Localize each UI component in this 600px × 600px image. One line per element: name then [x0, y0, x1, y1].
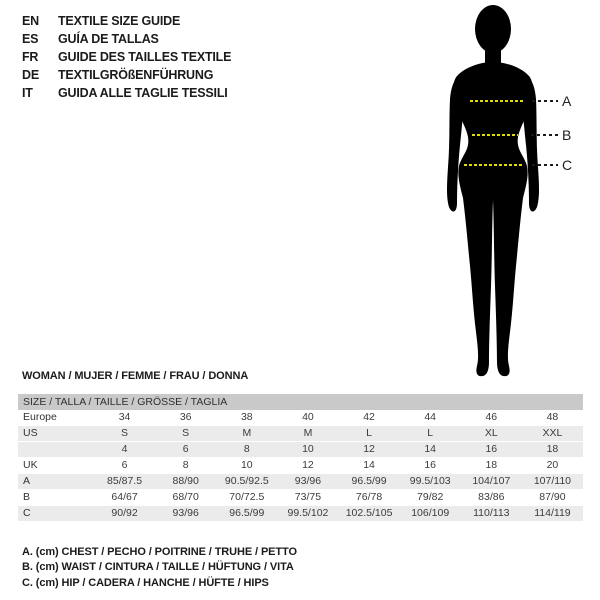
table-cell: 104/107 — [472, 475, 511, 487]
table-cell: 87/90 — [539, 491, 566, 503]
table-cell: 88/90 — [172, 475, 199, 487]
language-code: DE — [22, 68, 39, 82]
table-row — [18, 410, 583, 426]
language-label: GUIDA ALLE TAGLIE TESSILI — [58, 86, 228, 100]
table-cell: 90/92 — [111, 507, 138, 519]
table-cell: 107/110 — [533, 475, 572, 487]
chest-leader-dash — [532, 100, 558, 102]
table-cell: 64/67 — [111, 491, 138, 503]
language-code: FR — [22, 50, 39, 64]
table-cell: 93/96 — [172, 507, 199, 519]
table-cell: 14 — [363, 459, 375, 471]
legend-line-chest: A. (cm) CHEST / PECHO / POITRINE / TRUHE / PETTO — [22, 546, 297, 558]
table-cell: S — [121, 427, 129, 439]
table-row — [18, 442, 583, 458]
table-cell: S — [182, 427, 190, 439]
table-cell: 38 — [240, 411, 253, 423]
woman-silhouette-image — [423, 2, 563, 378]
waist-measure-dash — [472, 134, 518, 136]
table-cell: 96.5/99 — [351, 475, 387, 487]
table-cell: 48 — [546, 411, 559, 423]
table-cell: 8 — [243, 443, 250, 455]
table-cell: 79/82 — [417, 491, 444, 503]
table-row — [18, 474, 583, 490]
language-code: IT — [22, 86, 33, 100]
table-cell: 14 — [424, 443, 437, 455]
table-cell: 85/87.5 — [107, 475, 143, 487]
language-code: EN — [22, 14, 39, 28]
table-cell: 34 — [118, 411, 131, 423]
language-label: GUIDE DES TAILLES TEXTILE — [58, 50, 232, 64]
table-row — [18, 506, 583, 522]
table-cell: 76/78 — [355, 491, 383, 503]
language-label: GUÍA DE TALLAS — [58, 32, 159, 46]
table-row-label: B — [23, 491, 31, 503]
table-cell: 10 — [240, 459, 253, 471]
table-cell: 10 — [302, 443, 314, 455]
table-row — [18, 458, 583, 474]
marker-label-c: C — [562, 157, 573, 173]
table-cell: 90.5/92.5 — [224, 475, 269, 487]
size-table-header: SIZE / TALLA / TAILLE / GRÖSSE / TAGLIA — [18, 394, 583, 410]
table-cell: 42 — [363, 411, 375, 423]
table-row-label: A — [23, 475, 31, 487]
table-cell: 40 — [302, 411, 314, 423]
table-cell: 20 — [546, 459, 559, 471]
table-cell: M — [303, 427, 313, 439]
table-cell: 8 — [182, 459, 189, 471]
section-title: WOMAN / MUJER / FEMME / FRAU / DONNA — [22, 370, 249, 382]
marker-label-b: B — [562, 127, 572, 143]
legend-line-hip: C. (cm) HIP / CADERA / HANCHE / HÜFTE / HIPS — [22, 576, 269, 589]
language-label: TEXTILGRÖßENFÜHRUNG — [58, 68, 214, 82]
table-row-label: Europe — [23, 411, 57, 423]
table-cell: 96.5/99 — [229, 507, 265, 519]
waist-leader-dash — [531, 134, 558, 136]
table-cell: 4 — [121, 443, 128, 455]
table-cell: XXL — [542, 427, 563, 439]
table-row-label: US — [23, 427, 38, 439]
table-cell: 18 — [485, 459, 498, 471]
table-cell: 114/119 — [534, 507, 571, 519]
size-table — [18, 394, 583, 522]
table-cell: 6 — [121, 459, 128, 471]
language-code: ES — [22, 32, 39, 46]
hip-leader-dash — [532, 164, 558, 166]
table-cell: 36 — [179, 411, 192, 423]
table-cell: L — [366, 427, 372, 439]
table-cell: 46 — [485, 411, 498, 423]
table-row — [18, 490, 583, 506]
table-cell: 93/96 — [294, 475, 322, 487]
table-cell: 6 — [182, 443, 189, 455]
table-row — [18, 426, 583, 442]
table-cell: 83/86 — [478, 491, 505, 503]
chest-measure-dash — [470, 100, 523, 102]
size-table-body — [18, 410, 583, 522]
table-cell: 18 — [546, 443, 559, 455]
table-cell: 99.5/103 — [409, 475, 451, 487]
table-cell: 110/113 — [473, 507, 510, 519]
table-row-label: UK — [23, 459, 38, 471]
table-cell: 16 — [485, 443, 498, 455]
table-cell: 102.5/105 — [345, 507, 393, 519]
silhouette-torso-legs — [453, 62, 532, 376]
table-cell: 68/70 — [172, 491, 199, 503]
measurement-legend — [22, 545, 297, 591]
table-row-label: C — [23, 507, 31, 519]
table-cell: 99.5/102 — [287, 507, 329, 519]
table-cell: L — [427, 427, 434, 439]
hip-measure-dash — [464, 164, 524, 166]
table-cell: M — [242, 427, 252, 439]
table-cell: 44 — [424, 411, 437, 423]
table-cell: XL — [484, 427, 498, 439]
legend-line-waist: B. (cm) WAIST / CINTURA / TAILLE / HÜFTUNG / VITA — [22, 561, 294, 574]
table-cell: 12 — [302, 459, 314, 471]
table-cell: 73/75 — [294, 491, 322, 503]
table-cell: 12 — [363, 443, 375, 455]
table-cell: 70/72.5 — [229, 491, 265, 503]
table-row-label — [18, 442, 94, 457]
marker-label-a: A — [562, 93, 572, 109]
table-cell: 16 — [424, 459, 437, 471]
language-label: TEXTILE SIZE GUIDE — [58, 14, 181, 28]
table-cell: 106/109 — [411, 507, 450, 519]
